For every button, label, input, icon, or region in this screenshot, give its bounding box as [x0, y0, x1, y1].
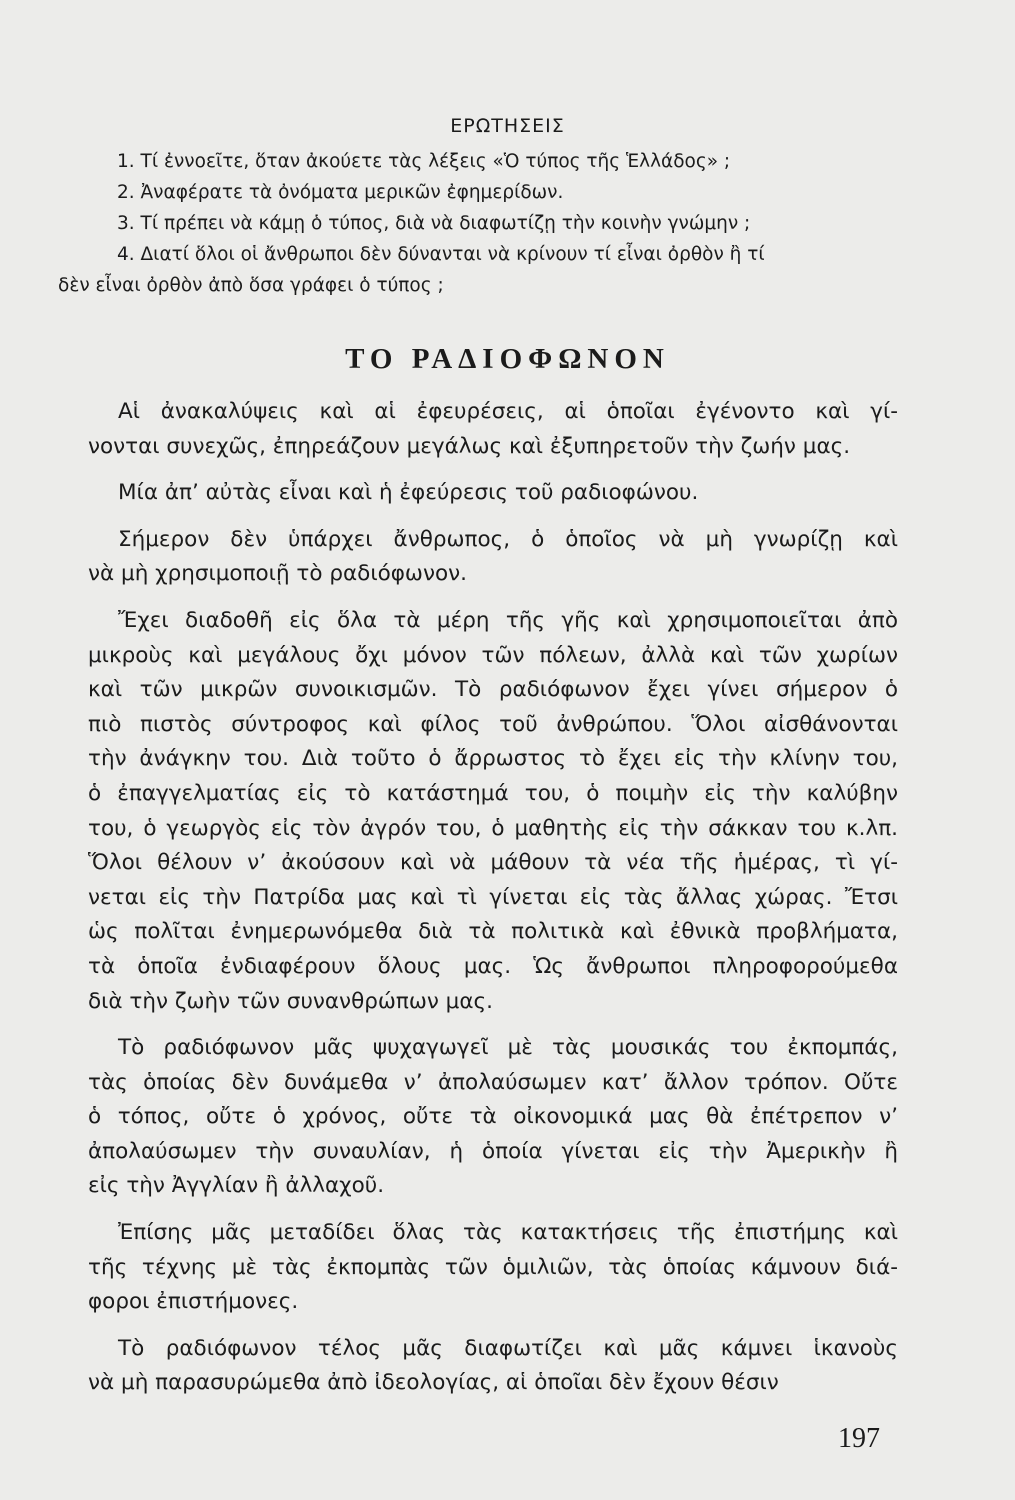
text-line: Ἐπίσης μᾶς μεταδίδει ὅλας τὰς κατακτήσεις τῆς ἐπιστήμης καὶ	[118, 1220, 898, 1246]
text-line: νὰ μὴ παρασυρώμεθα ἀπὸ ἰδεολογίας, αἱ ὁποῖαι δὲν ἔχουν θέσιν	[88, 1370, 779, 1396]
text-line: Τὸ ραδιόφωνον μᾶς ψυχαγωγεῖ μὲ τὰς μουσικάς του ἐκπομπάς,	[118, 1035, 898, 1061]
text-line: νεται εἰς τὴν Πατρίδα μας καὶ τὶ γίνεται εἰς τὰς ἄλλας χώρας. Ἔτσι	[88, 884, 898, 910]
questions-list	[58, 146, 903, 301]
text-line: νὰ μὴ χρησιμοποιῇ τὸ ραδιόφωνον.	[88, 561, 467, 587]
paragraph	[88, 476, 898, 511]
chapter-body	[88, 395, 898, 1413]
text-line: τὰς ὁποίας δὲν δυνάμεθα ν’ ἀπολαύσωμεν κατ’ ἄλλον τρόπον. Οὔτε	[88, 1069, 898, 1095]
question-4-continued: δὲν εἶναι ὀρθὸν ἀπὸ ὅσα γράφει ὁ τύπος ;	[58, 275, 444, 296]
question-4: 4. Διατί ὅλοι οἱ ἄνθρωποι δὲν δύνανται νὰ κρίνουν τί εἶναι ὀρθὸν ἢ τί	[117, 244, 765, 265]
questions-heading: ΕΡΩΤΗΣΕΙΣ	[450, 115, 565, 137]
text-line: Σήμερον δὲν ὑπάρχει ἄνθρωπος, ὁ ὁποῖος νὰ μὴ γνωρίζῃ καὶ	[118, 526, 898, 552]
paragraph	[88, 1332, 898, 1401]
text-line: Τὸ ραδιόφωνον τέλος μᾶς διαφωτίζει καὶ μᾶς κάμνει ἱκανοὺς	[118, 1335, 898, 1361]
text-line: Ἔχει διαδοθῆ εἰς ὅλα τὰ μέρη τῆς γῆς καὶ χρησιμοποιεῖται ἀπὸ	[118, 607, 898, 633]
text-line: φοροι ἐπιστήμονες.	[88, 1289, 299, 1315]
text-line: τῆς τέχνης μὲ τὰς ἐκπομπὰς τῶν ὁμιλιῶν, τὰς ὁποίας κάμνουν διά-	[88, 1254, 898, 1280]
text-line: ὁ τόπος, οὔτε ὁ χρόνος, οὔτε τὰ οἰκονομικά μας θὰ ἐπέτρεπον ν’	[88, 1104, 898, 1130]
text-line: τὰ ὁποῖα ἐνδιαφέρουν ὅλους μας. Ὡς ἄνθρωποι πληροφορούμεθα	[88, 953, 898, 979]
page-number: 197	[838, 1423, 880, 1454]
text-line: διὰ τὴν ζωὴν τῶν συνανθρώπων μας.	[88, 988, 493, 1014]
text-line: του, ὁ γεωργὸς εἰς τὸν ἀγρόν του, ὁ μαθητὴς εἰς τὴν σάκκαν του κ.λπ.	[88, 815, 898, 841]
paragraph	[88, 523, 898, 592]
text-line: ἀπολαύσωμεν τὴν συναυλίαν, ἡ ὁποία γίνεται εἰς τὴν Ἀμερικὴν ἢ	[88, 1138, 898, 1164]
text-line: μικροὺς καὶ μεγάλους ὄχι μόνον τῶν πόλεων, ἀλλὰ καὶ τῶν χωρίων	[88, 642, 898, 668]
text-line: Αἱ ἀνακαλύψεις καὶ αἱ ἐφευρέσεις, αἱ ὁποῖαι ἐγένοντο καὶ γί-	[118, 399, 898, 424]
text-line: νονται συνεχῶς, ἐπηρεάζουν μεγάλως καὶ ἐξυπηρετοῦν τὴν ζωήν μας.	[88, 433, 851, 459]
text-line: Ὅλοι θέλουν ν’ ἀκούσουν καὶ νὰ μάθουν τὰ νέα τῆς ἡμέρας, τὶ γί-	[88, 850, 898, 876]
paragraph	[88, 395, 898, 464]
text-line: πιὸ πιστὸς σύντροφος καὶ φίλος τοῦ ἀνθρώπου. Ὅλοι αἰσθάνονται	[88, 711, 898, 737]
chapter-title: ΤΟ ΡΑΔΙΟΦΩΝΟΝ	[345, 343, 670, 375]
question-3: 3. Τί πρέπει νὰ κάμῃ ὁ τύπος, διὰ νὰ διαφωτίζῃ τὴν κοινὴν γνώμην ;	[117, 213, 751, 234]
text-line: εἰς τὴν Ἀγγλίαν ἢ ἀλλαχοῦ.	[88, 1173, 385, 1199]
paragraph	[88, 1216, 898, 1320]
text-line: Μία ἀπ’ αὐτὰς εἶναι καὶ ἡ ἐφεύρεσις τοῦ ραδιοφώνου.	[118, 480, 699, 506]
text-line: τὴν ἀνάγκην του. Διὰ τοῦτο ὁ ἄρρωστος τὸ ἔχει εἰς τὴν κλίνην του,	[88, 746, 898, 772]
paragraph	[88, 604, 898, 1019]
paragraph	[88, 1031, 898, 1204]
question-2: 2. Ἀναφέρατε τὰ ὀνόματα μερικῶν ἐφημερίδων.	[117, 182, 564, 203]
text-line: ὁ ἐπαγγελματίας εἰς τὸ κατάστημά του, ὁ ποιμὴν εἰς τὴν καλύβην	[88, 780, 898, 806]
text-line: καὶ τῶν μικρῶν συνοικισμῶν. Τὸ ραδιόφωνον ἔχει γίνει σήμερον ὁ	[88, 677, 898, 703]
text-line: ὡς πολῖται ἐνημερωνόμεθα διὰ τὰ πολιτικὰ καὶ ἐθνικὰ προβλήματα,	[88, 919, 898, 945]
question-1: 1. Τί ἐννοεῖτε, ὅταν ἀκούετε τὰς λέξεις «Ὁ τύπος τῆς Ἑλλάδος» ;	[117, 151, 731, 172]
